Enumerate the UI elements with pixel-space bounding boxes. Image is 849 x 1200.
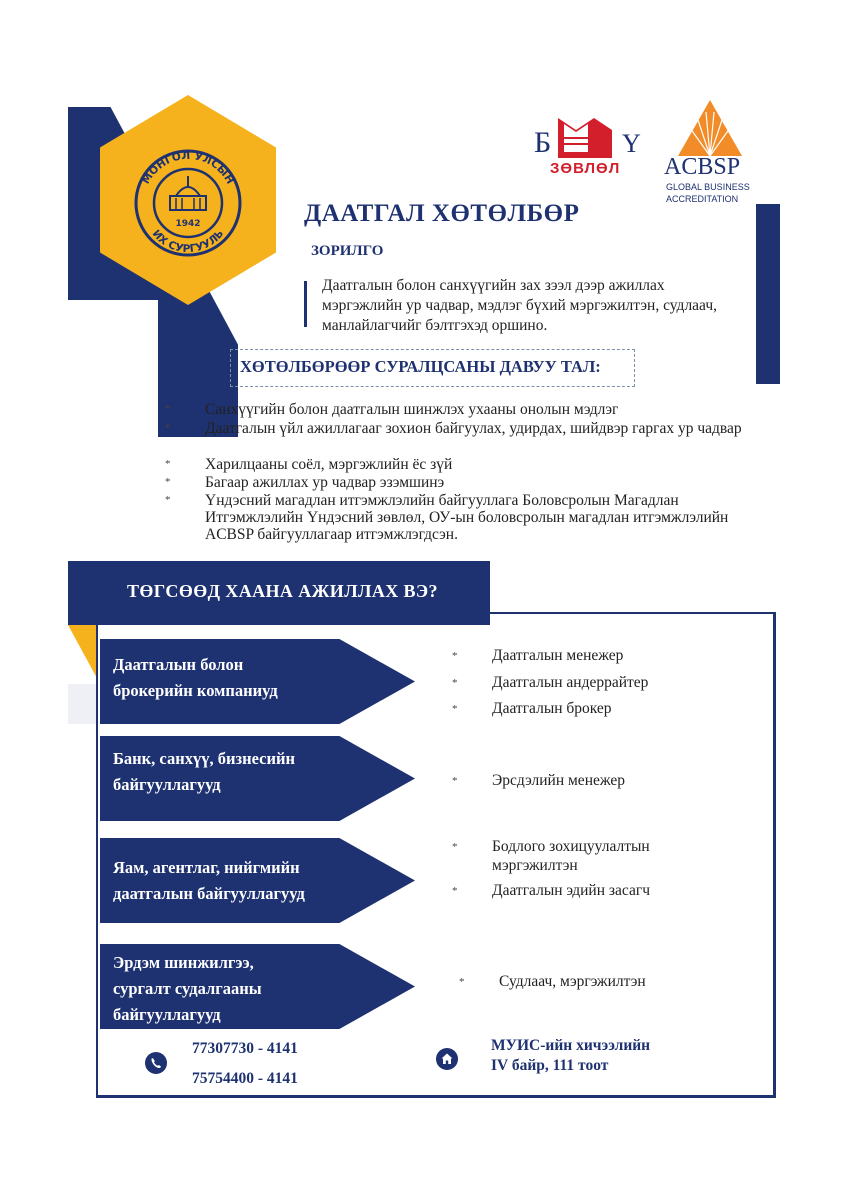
job-item bbox=[452, 673, 649, 692]
university-seal-logo bbox=[130, 148, 260, 258]
bullet-star-icon: * bbox=[165, 476, 171, 488]
white-left-mask bbox=[68, 300, 158, 440]
sector-line: Даатгалын болон bbox=[113, 655, 244, 674]
gold-left-triangle bbox=[68, 625, 98, 680]
sector-line: Эрдэм шинжилгээ, bbox=[113, 953, 254, 972]
purpose-accent-bar bbox=[304, 281, 307, 327]
job-text: Эрсдэлийн менежер bbox=[492, 772, 625, 789]
bullet-star-icon: * bbox=[452, 841, 458, 853]
job-text: Даатгалын брокер bbox=[492, 700, 612, 717]
acbsp-line2: ACCREDITATION bbox=[666, 194, 739, 204]
phone-number: 77307730 - 4141 bbox=[192, 1040, 298, 1057]
careers-frame-left bbox=[96, 625, 98, 1097]
phone-icon bbox=[145, 1052, 167, 1074]
sector-line: Яам, агентлаг, нийгмийн bbox=[113, 858, 300, 877]
section-subtitle: ЗОРИЛГО bbox=[311, 243, 384, 259]
job-item bbox=[459, 972, 646, 991]
advantage-item bbox=[165, 456, 765, 473]
sector-label bbox=[113, 652, 278, 704]
seal-top-text: МОНГОЛ УЛСЫН bbox=[139, 149, 237, 187]
advantage-item bbox=[165, 474, 765, 491]
phone-numbers bbox=[192, 1036, 298, 1092]
sector-line: брокерийн компаниуд bbox=[113, 681, 278, 700]
acbsp-sunburst-icon bbox=[670, 98, 750, 158]
advantage-text: Санхүүгийн болон даатгалын шинжлэх ухааны онолын мэдлэг bbox=[205, 401, 619, 418]
acbsp-logo bbox=[662, 98, 752, 210]
address-line: IV байр, 111 тоот bbox=[491, 1057, 609, 1074]
job-item bbox=[452, 646, 624, 665]
home-icon bbox=[436, 1048, 458, 1070]
job-item bbox=[452, 881, 650, 900]
bullet-star-icon: * bbox=[165, 494, 171, 506]
sector-label bbox=[113, 746, 295, 798]
seal-bottom-text: ИХ СУРГУУЛЬ bbox=[149, 227, 227, 256]
bullet-star-icon: * bbox=[452, 775, 458, 787]
bullet-star-icon: * bbox=[452, 650, 458, 662]
sector-line: байгууллагууд bbox=[113, 1005, 221, 1024]
job-item bbox=[452, 837, 712, 875]
job-item bbox=[452, 771, 625, 790]
sector-line: Банк, санхүү, бизнесийн bbox=[113, 749, 295, 768]
careers-frame-top bbox=[488, 612, 776, 614]
bullet-star-icon: * bbox=[459, 976, 465, 988]
seal-year: 1942 bbox=[175, 219, 201, 229]
purpose-text: Даатгалын болон санхүүгийн зах зээл дээр ажиллах мэргэжлийн ур чадвар, мэдлэг бүхий мэргэжилтэн, судлаач, манлайлагчийг бэлтгэхэд оршино. bbox=[322, 277, 717, 334]
job-text: Бодлого зохицуулалтын мэргэжилтэн bbox=[492, 838, 650, 874]
svg-text:Б: Б bbox=[534, 126, 552, 159]
job-text: Даатгалын менежер bbox=[492, 647, 624, 664]
phone-number: 75754400 - 4141 bbox=[192, 1070, 298, 1087]
bmy-mark-icon bbox=[534, 110, 654, 160]
job-text: Даатгалын андеррайтер bbox=[492, 674, 649, 691]
sector-line: даатгалын байгууллагууд bbox=[113, 884, 305, 903]
page-title: ДААТГАЛ ХӨТӨЛБӨР bbox=[304, 200, 580, 227]
bullet-star-icon: * bbox=[165, 422, 171, 434]
address bbox=[491, 1036, 650, 1076]
sector-label bbox=[113, 855, 305, 907]
sector-label bbox=[113, 950, 262, 1028]
advantage-item bbox=[165, 401, 765, 418]
svg-text:Y: Y bbox=[622, 129, 641, 158]
sector-line: байгууллагууд bbox=[113, 775, 221, 794]
light-stripe bbox=[68, 684, 98, 724]
bullet-star-icon: * bbox=[165, 403, 171, 415]
bullet-star-icon: * bbox=[452, 885, 458, 897]
advantage-item bbox=[165, 420, 765, 437]
advantage-item bbox=[165, 492, 765, 543]
advantage-text: Харилцааны соёл, мэргэжлийн ёс зүй bbox=[205, 456, 453, 473]
navy-right-bar bbox=[756, 204, 780, 384]
job-text: Судлаач, мэргэжилтэн bbox=[499, 973, 646, 990]
advantage-text: Даатгалын үйл ажиллагааг зохион байгуулах, удирдах, шийдвэр гаргах ур чадвар bbox=[205, 420, 742, 437]
bmy-caption: ЗӨВЛӨЛ bbox=[550, 160, 621, 177]
advantage-text: Багаар ажиллах ур чадвар эзэмшинэ bbox=[205, 474, 445, 491]
acbsp-name: ACBSP bbox=[664, 154, 741, 180]
careers-heading: ТӨГСӨӨД ХААНА АЖИЛЛАХ ВЭ? bbox=[127, 581, 438, 601]
job-text: Даатгалын эдийн засагч bbox=[492, 882, 650, 899]
bmy-logo bbox=[534, 110, 654, 185]
address-line: МУИС-ийн хичээлийн bbox=[491, 1037, 651, 1054]
advantage-text: Үндэсний магадлан итгэмжлэлийн байгууллага Боловсролын Магадлан Итгэмжлэлийн Үндэсний зөвлөл, ОУ-ын боловсролын магадлан итгэмжлэлийн ACBSP байгууллагаар итгэмжлэгдсэн. bbox=[205, 492, 729, 543]
bullet-star-icon: * bbox=[452, 703, 458, 715]
bullet-star-icon: * bbox=[452, 677, 458, 689]
job-item bbox=[452, 699, 612, 718]
bullet-star-icon: * bbox=[165, 458, 171, 470]
acbsp-line1: GLOBAL BUSINESS bbox=[666, 182, 750, 192]
advantages-heading: ХӨТӨЛБӨРӨӨР СУРАЛЦСАНЫ ДАВУУ ТАЛ: bbox=[240, 357, 601, 376]
sector-line: сургалт судалгааны bbox=[113, 979, 262, 998]
